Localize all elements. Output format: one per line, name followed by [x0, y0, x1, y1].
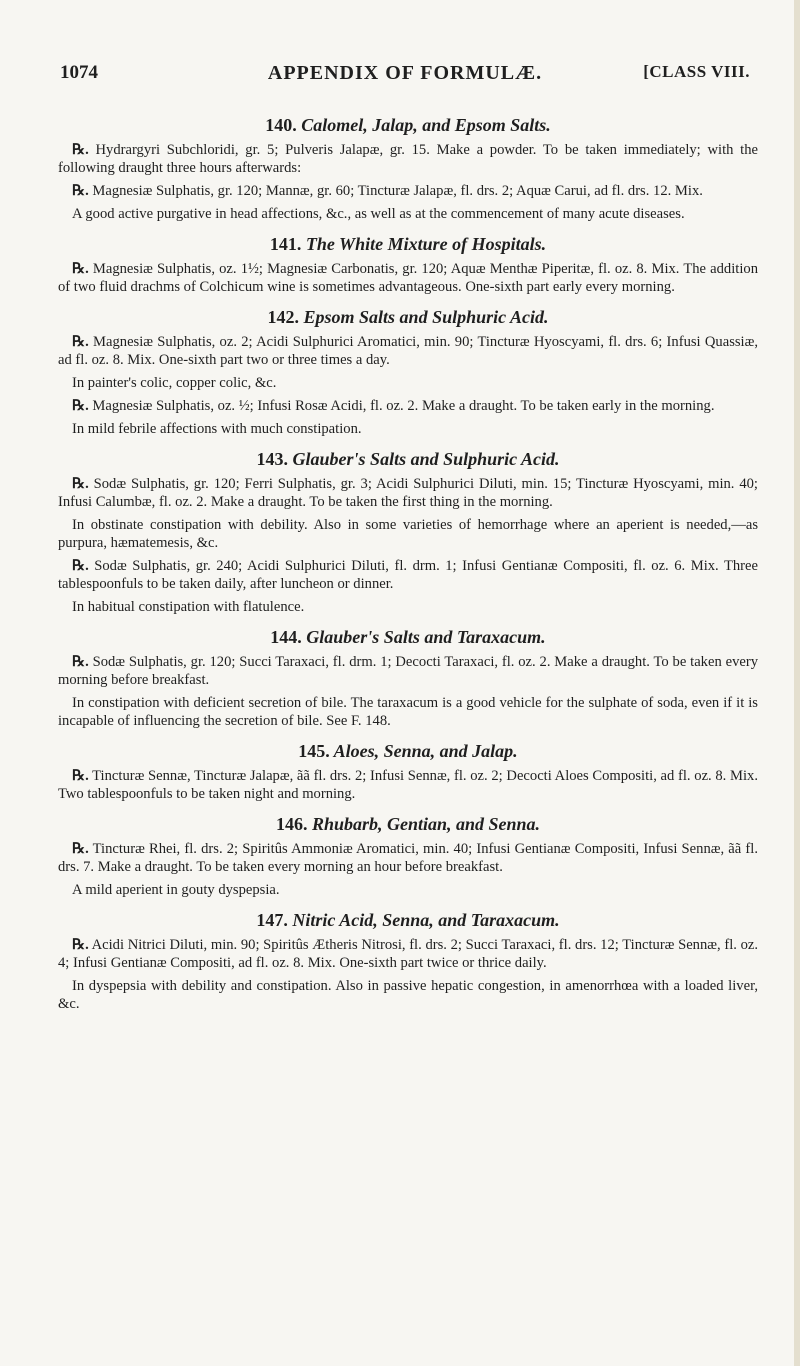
prescription-text [58, 397, 758, 415]
recipe-symbol: ℞. [72, 334, 89, 350]
prescription-text [58, 557, 758, 593]
paragraph-text: In habitual constipation with flatulence. [72, 599, 305, 615]
paragraph-text: Sodæ Sulphatis, gr. 240; Acidi Sulphurici Diluti, fl. drm. 1; Infusi Gentianæ Compositi, fl. oz. 6. Mix. Three tablespoonfuls to be taken daily, after luncheon or dinner. [58, 558, 758, 592]
formula-list [58, 114, 758, 1023]
paragraph-text: In mild febrile affections with much constipation. [72, 421, 362, 437]
recipe-symbol: ℞. [72, 937, 89, 953]
formula-section [58, 813, 758, 899]
formula-heading [58, 233, 758, 255]
running-head [60, 62, 750, 92]
recipe-symbol: ℞. [72, 142, 89, 158]
formula-number: 145. [298, 741, 330, 761]
formula-heading [58, 448, 758, 470]
formula-heading [58, 909, 758, 931]
formula-number: 146. [275, 814, 308, 834]
formula-title: The White Mixture of Hospitals. [305, 234, 547, 254]
running-title: APPENDIX OF FORMULÆ. [267, 62, 543, 84]
page-number: 1074 [60, 62, 98, 83]
formula-section [58, 306, 758, 438]
recipe-symbol: ℞. [72, 261, 89, 277]
formula-number: 147. [256, 910, 288, 930]
recipe-symbol: ℞. [72, 476, 89, 492]
prescription-text [58, 840, 758, 876]
recipe-symbol: ℞. [72, 183, 89, 199]
formula-title: Glauber's Salts and Sulphuric Acid. [292, 449, 560, 469]
indication-note [58, 374, 758, 392]
indication-note [58, 516, 758, 552]
formula-section [58, 448, 758, 616]
formula-heading [58, 114, 758, 136]
formula-title: Epsom Salts and Sulphuric Acid. [303, 307, 549, 327]
prescription-text [58, 141, 758, 177]
formula-title: Calomel, Jalap, and Epsom Salts. [301, 115, 551, 135]
prescription-text [58, 767, 758, 803]
paragraph-text: Magnesiæ Sulphatis, gr. 120; Mannæ, gr. 60; Tincturæ Jalapæ, fl. drs. 2; Aquæ Carui, ad fl. drs. 12. Mix. [88, 183, 703, 199]
indication-note [58, 598, 758, 616]
formula-title: Glauber's Salts and Taraxacum. [306, 627, 546, 647]
indication-note [58, 694, 758, 730]
paragraph-text: In obstinate constipation with debility. Also in some varieties of hemorrhage where an aperient is needed,—as purpura, hæmatemesis, &c. [58, 517, 758, 551]
prescription-text [58, 260, 758, 296]
paragraph-text: Tincturæ Sennæ, Tincturæ Jalapæ, ãã fl. drs. 2; Infusi Sennæ, fl. oz. 2; Decocti Aloes Compositi, ad fl. oz. 8. Mix. Two tablespoonfuls to be taken night and morning. [58, 768, 758, 802]
formula-title: Nitric Acid, Senna, and Taraxacum. [292, 910, 560, 930]
prescription-text [58, 936, 758, 972]
paragraph-text: Sodæ Sulphatis, gr. 120; Succi Taraxaci, fl. drm. 1; Decocti Taraxaci, fl. oz. 2. Make a draught. To be taken every morning before breakfast. [58, 654, 758, 688]
paragraph-text: Tincturæ Rhei, fl. drs. 2; Spiritûs Ammoniæ Aromatici, min. 40; Infusi Gentianæ Compositi, Infusi Sennæ, ãã fl. drs. 7. Make a draught. To be taken every morning an hour before breakfast. [58, 841, 758, 875]
paragraph-text: Hydrargyri Subchloridi, gr. 5; Pulveris Jalapæ, gr. 15. Make a powder. To be taken immediately; with the following draught three hours afterwards: [58, 142, 758, 176]
paragraph-text: Magnesiæ Sulphatis, oz. 1½; Magnesiæ Carbonatis, gr. 120; Aquæ Menthæ Piperitæ, fl. oz. 8. Mix. The addition of two fluid drachms of Colchicum wine is sometimes advantageous. One-sixth part early every morning. [58, 261, 758, 295]
formula-heading [58, 306, 758, 328]
paragraph-text: In constipation with deficient secretion of bile. The taraxacum is a good vehicle for the sulphate of soda, even if it is incapable of influencing the secretion of bile. See F. 148. [58, 695, 758, 729]
formula-heading [58, 740, 758, 762]
prescription-text [58, 475, 758, 511]
recipe-symbol: ℞. [72, 654, 89, 670]
paragraph-text: Magnesiæ Sulphatis, oz. 2; Acidi Sulphurici Aromatici, min. 90; Tincturæ Hyoscyami, fl. drs. 6; Infusi Quassiæ, ad fl. oz. 8. Mix. One-sixth part two or three times a day. [58, 334, 758, 368]
prescription-text [58, 333, 758, 369]
prescription-text [58, 653, 758, 689]
formula-heading [58, 626, 758, 648]
paragraph-text: In painter's colic, copper colic, &c. [72, 375, 277, 391]
recipe-symbol: ℞. [72, 841, 89, 857]
formula-section [58, 233, 758, 296]
formula-number: 141. [269, 234, 302, 254]
paragraph-text: Sodæ Sulphatis, gr. 120; Ferri Sulphatis, gr. 3; Acidi Sulphurici Diluti, min. 15; Tincturæ Hyoscyami, min. 40; Infusi Calumbæ, fl. oz. 2. Make a draught. To be taken the first thing in the morning. [58, 476, 758, 510]
indication-note [58, 881, 758, 899]
formula-section [58, 740, 758, 803]
recipe-symbol: ℞. [72, 558, 89, 574]
paragraph-text: Magnesiæ Sulphatis, oz. ½; Infusi Rosæ Acidi, fl. oz. 2. Make a draught. To be taken early in the morning. [88, 398, 715, 414]
recipe-symbol: ℞. [72, 398, 89, 414]
indication-note [58, 420, 758, 438]
recipe-symbol: ℞. [72, 768, 89, 784]
indication-note [58, 205, 758, 223]
formula-number: 144. [270, 627, 302, 647]
page-edge [794, 0, 800, 1366]
paragraph-text: In dyspepsia with debility and constipation. Also in passive hepatic congestion, in amenorrhœa with a loaded liver, &c. [58, 978, 758, 1012]
paragraph-text: A good active purgative in head affections, &c., as well as at the commencement of many acute diseases. [72, 206, 685, 222]
formula-section [58, 626, 758, 730]
paragraph-text: Acidi Nitrici Diluti, min. 90; Spiritûs Ætheris Nitrosi, fl. drs. 2; Succi Taraxaci, fl. drs. 12; Tincturæ Sennæ, fl. oz. 4; Infusi Gentianæ Compositi, ad fl. oz. 8. Mix. One-sixth part twice or thrice daily. [58, 937, 758, 971]
formula-number: 140. [265, 115, 297, 135]
formula-section [58, 909, 758, 1013]
formula-heading [58, 813, 758, 835]
paragraph-text: A mild aperient in gouty dyspepsia. [72, 882, 280, 898]
formula-title: Aloes, Senna, and Jalap. [333, 741, 518, 761]
class-label: [CLASS VIII. [643, 62, 750, 81]
formula-number: 142. [267, 307, 300, 327]
formula-number: 143. [256, 449, 289, 469]
indication-note [58, 977, 758, 1013]
formula-title: Rhubarb, Gentian, and Senna. [311, 814, 541, 834]
formula-section [58, 114, 758, 223]
prescription-text [58, 182, 758, 200]
